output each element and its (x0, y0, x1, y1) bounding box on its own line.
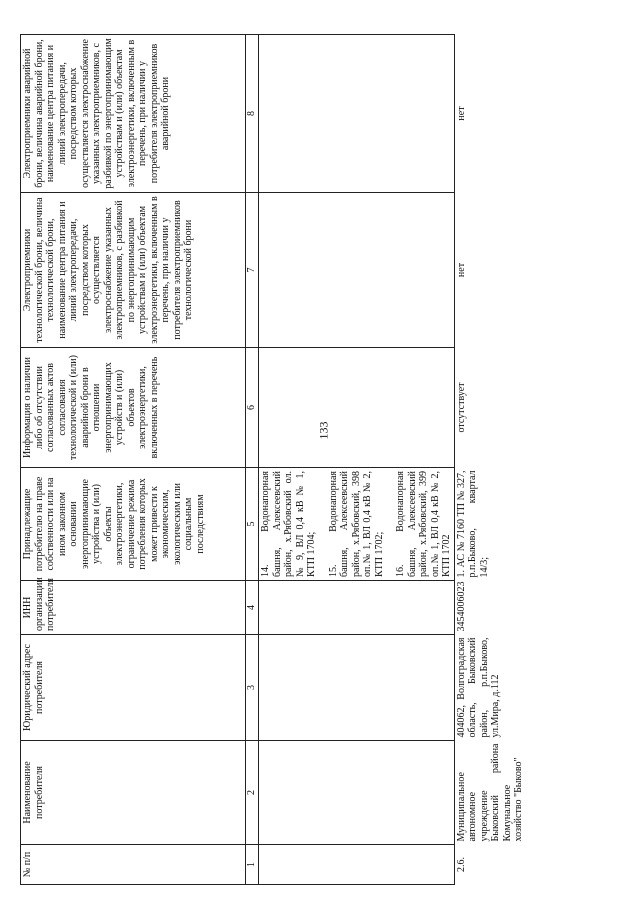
header-row (21, 35, 246, 885)
empty-cell (259, 741, 455, 845)
empty-cell (259, 35, 455, 193)
consumer-address: 404062, Волгоградская область, Быковский район, р.п.Быково, ул.Мира, д.112 (454, 635, 526, 741)
table-row (454, 35, 526, 885)
header-emergency-reserve: Электроприемники аварийной брони, величина аварийной брони, наименование центра питания и линий электропередачи, посредством которых осуществляется электроснабжение указанных электроприемников, с разбивкой по энергопринимающим устройствам и (или) объектам электроэнергетики, включенным в перечень, при наличии у потребителя электроприемников аварийной брони (21, 35, 246, 193)
tech-reserve-value: нет (454, 193, 526, 348)
consumer-name: Муниципальное автономное учреждение Быковский района Комунальное хозяйство "Быково" (454, 741, 526, 845)
col-number: 6 (246, 348, 259, 468)
empty-cell (259, 581, 455, 635)
empty-cell (259, 635, 455, 741)
page-number: 133 (316, 421, 331, 440)
column-numbers-row (246, 35, 259, 885)
device-entry: 16. Водонапорная башня, Алексеевский район, х.Рябовский, 399 оп.№ 1, ВЛ 0,4 кВ № 2, КТП 1702 (395, 471, 452, 577)
col-number: 2 (246, 741, 259, 845)
col-number: 7 (246, 193, 259, 348)
header-devices: Принадлежащие потребителю на праве собственности или на ином законном основании энергопринимающие устройства и (или) объекты электроэнергетики, ограничение режима потребления которых может привести к экономическим, экологическим или социальным последствиям (21, 468, 246, 581)
header-name: Наименование потребителя (21, 741, 246, 845)
col-number: 3 (246, 635, 259, 741)
empty-cell (259, 845, 455, 885)
header-tech-reserve: Электроприемники технологической брони, величина технологической брони, наименование центра питания и линий электропередачи, посредством которых осуществляется электроснабжение указанных электроприемников, с разбивкой по энергопринимающим устройствам и (или) объектам электроэнергетики, включенным в перечень, при наличии у потребителя электроприемников технологической брони (21, 193, 246, 348)
col-number: 5 (246, 468, 259, 581)
device-entry: 14. Водонапорная башня, Алексеевский район, х.Рябовский ол.№ 9, ВЛ 0,4 кВ № 1, КТП 1704; (260, 471, 317, 577)
row-number: 2.6. (454, 845, 526, 885)
device-entry: 15. Водонапорная башня, Алексеевский район, х.Рябовский, 398 оп.№ 1, ВЛ 0,4 кВ № 2, КТП 1702; (327, 471, 385, 577)
header-address: Юридический адрес потребителя (21, 635, 246, 741)
col-number: 8 (246, 35, 259, 193)
header-number: № п/п (21, 845, 246, 885)
acts-status: отсутствует (454, 348, 526, 468)
col-number: 4 (246, 581, 259, 635)
empty-cell (259, 193, 455, 348)
header-acts: Информация о наличии либо об отсутствии согласованных актов согласования технологической и (или) аварийной брони в отношении энергопринимающих устройств и (или) объектов электроэнергетики, включенных в перечень (21, 348, 246, 468)
rotated-table-container (20, 35, 620, 885)
consumer-inn: 3454006023 (454, 581, 526, 635)
consumers-table (20, 34, 526, 885)
continuation-row (259, 35, 455, 885)
empty-cell (259, 348, 455, 468)
consumer-devices: 1. АС № 7160 ТП № 327, р.п.Быково, квартал 14/3; (454, 468, 526, 581)
col-number: 1 (246, 845, 259, 885)
emergency-reserve-value: нет (454, 35, 526, 193)
continuation-devices (259, 468, 455, 581)
header-inn: ИНН организации потребителя (21, 581, 246, 635)
